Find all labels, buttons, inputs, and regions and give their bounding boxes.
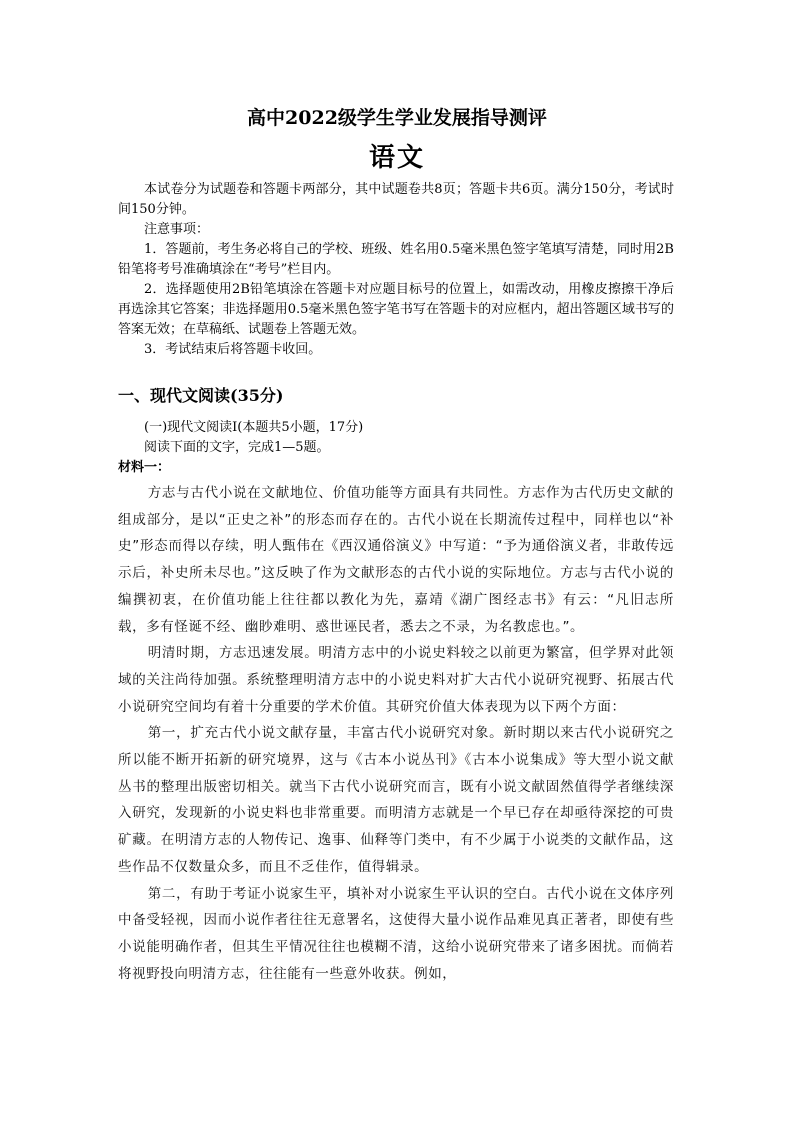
exam-instructions [118, 180, 674, 360]
exam-title: 高中2022级学生学业发展指导测评 [247, 107, 547, 129]
note-item: 2．选择题使用2B铅笔填涂在答题卡对应题目标号的位置上，如需改动，用橡皮擦擦干净后再选涂其它答案；非选择题用0.5毫米黑色签字笔书写在答题卡的对应框内，超出答题区域书写的答案无效；在草稿纸、试题卷上答题无效。 [118, 282, 674, 337]
article-paragraph: 第二，有助于考证小说家生平，填补对小说家生平认识的空白。古代小说在文体序列中备受轻视，因而小说作者往往无意署名，这使得大量小说作品难见真正著者，即使有些小说能明确作者，但其生平情况往往也模糊不清，这给小说研究带来了诸多困扰。而倘若将视野投向明清方志，往往能有一些意外收获。例如， [118, 885, 674, 982]
reading-instruction: 阅读下面的文字，完成1—5题。 [144, 440, 330, 455]
reading-material [118, 480, 674, 987]
subject-title: 语文 [368, 143, 425, 173]
article-paragraph: 第一，扩充古代小说文献存量，丰富古代小说研究对象。新时期以来古代小说研究之所以能不断开拓新的研究境界，这与《古本小说丛刊》《古本小说集成》等大型小说文献丛书的整理出版密切相关。就当下古代小说研究而言，既有小说文献固然值得学者继续深入研究，发现新的小说史料也非常重要。而明清方志就是一个早已存在却亟待深挖的可贵矿藏。在明清方志的人物传记、逸事、仙释等门类中，有不少属于小说类的文献作品，这些作品不仅数量众多，而且不乏佳作，值得辑录。 [118, 725, 674, 875]
material-label: 材料一： [118, 460, 171, 475]
section-intro [118, 418, 674, 478]
exam-description: 本试卷分为试题卷和答题卡两部分，其中试题卷共8页；答题卡共6页。满分150分，考试时间150分钟。 [118, 182, 674, 217]
note-item: 1．答题前，考生务必将自己的学校、班级、姓名用0.5毫米黑色签字笔填写清楚，同时用2B铅笔将考号准确填涂在“考号”栏目内。 [118, 242, 674, 277]
article-paragraph: 方志与古代小说在文献地位、价值功能等方面具有共同性。方志作为古代历史文献的组成部分，是以“正史之补”的形态而存在的。古代小说在长期流传过程中，同样也以“补史”形态而得以存续，明人甄伟在《西汉通俗演义》中写道：“予为通俗演义者，非敢传远示后，补史所未尽也。”这反映了作为文献形态的古代小说的实际地位。方志与古代小说的编撰初衷，在价值功能上往往都以教化为先，嘉靖《湖广图经志书》有云：“凡旧志所载，多有怪诞不经、幽眇难明、惑世诬民者，悉去之不录，为名教虑也。”。 [118, 485, 674, 635]
notes-title: 注意事项： [144, 222, 210, 237]
note-item: 3．考试结束后将答题卡收回。 [144, 342, 322, 357]
article-paragraph: 明清时期，方志迅速发展。明清方志中的小说史料较之以前更为繁富，但学界对此领域的关注尚待加强。系统整理明清方志中的小说史料对扩大古代小说研究视野、拓展古代小说研究空间均有着十分重要的学术价值。其研究价值大体表现为以下两个方面： [118, 645, 674, 715]
section-heading: 一、现代文阅读(35分) [118, 386, 284, 405]
subsection-heading: (一)现代文阅读Ⅰ(本题共5小题，17分) [144, 420, 364, 435]
